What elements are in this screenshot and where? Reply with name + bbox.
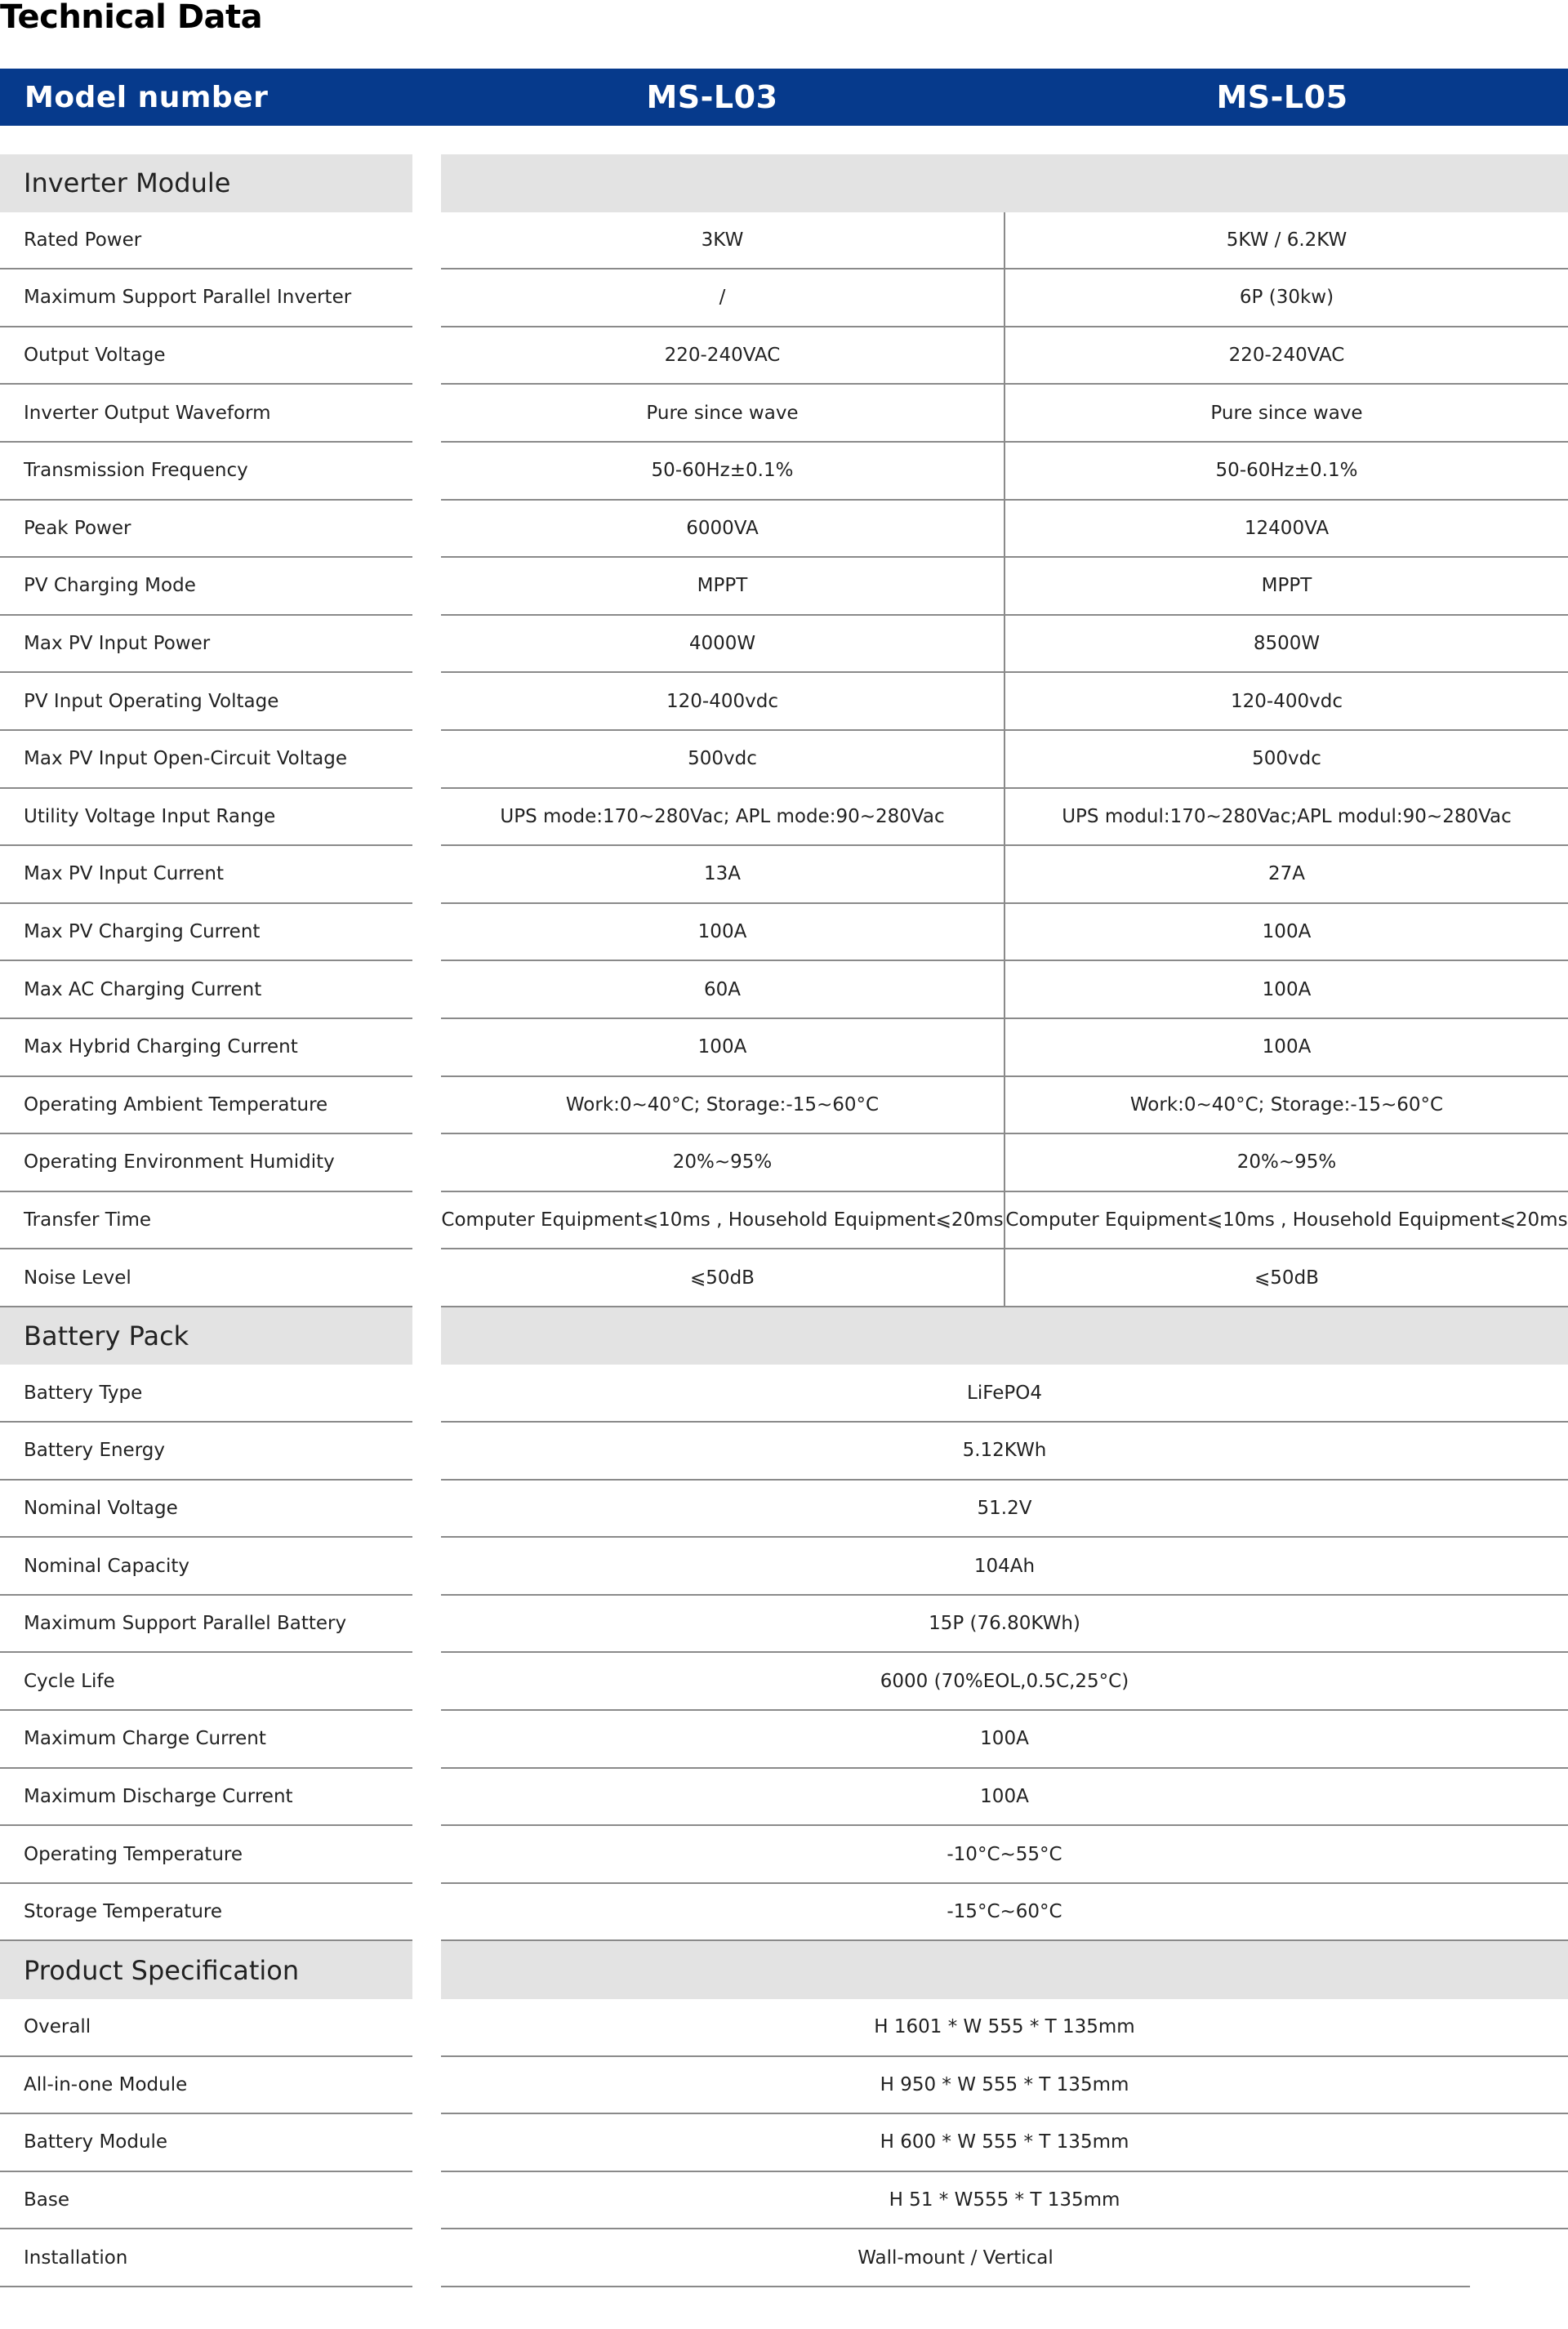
row-value-col-2: Work:0~40°C; Storage:-15~60°C [1129,1093,1444,1116]
row-values [441,616,1568,674]
row-values [441,904,1568,962]
row-label: Max Hybrid Charging Current [0,1019,412,1077]
row-value-col-1: Work:0~40°C; Storage:-15~60°C [441,1077,1005,1133]
row-label: Nominal Voltage [0,1481,412,1539]
table-row [0,501,1568,559]
table-row [0,1999,1568,2057]
table-row [0,904,1568,962]
row-label: Max PV Charging Current [0,904,412,962]
row-value-col-1: 6000VA [441,501,1005,557]
page-title: Technical Data [0,0,263,36]
row-values [441,501,1568,559]
row-values [441,1192,1568,1250]
row-values [441,1999,1568,2057]
row-value-col-1: 120-400vdc [441,673,1005,729]
table-row [0,789,1568,847]
row-value-shared: 15P (76.80KWh) [929,1613,1080,1635]
row-values [441,2057,1568,2115]
table-row [0,731,1568,789]
row-label: Rated Power [0,212,412,270]
table-header [0,69,1568,126]
row-label: Maximum Discharge Current [0,1769,412,1827]
row-values [441,443,1568,501]
row-label: Installation [0,2229,412,2287]
row-value-col-1: MPPT [441,558,1005,614]
row-value-col-1: Pure since wave [441,385,1005,441]
section-title: Product Specification [0,1941,412,1999]
row-value-col-2: 20%~95% [1236,1151,1337,1173]
row-value-col-1: 4000W [441,616,1005,672]
row-value-col-2: 5KW / 6.2KW [1226,229,1348,251]
table-row [0,961,1568,1019]
table-row [0,1481,1568,1539]
row-label: Battery Type [0,1365,412,1423]
row-label: Utility Voltage Input Range [0,789,412,847]
row-label: Inverter Output Waveform [0,385,412,443]
row-value-shared: H 950 * W 555 * T 135mm [880,2073,1129,2095]
row-values [441,1365,1568,1423]
table-row [0,1019,1568,1077]
row-label: Battery Module [0,2114,412,2172]
table-row [0,327,1568,385]
section-title: Battery Pack [0,1307,412,1365]
row-values [441,269,1568,327]
row-value-shared: H 600 * W 555 * T 135mm [880,2131,1129,2153]
row-values [441,1596,1568,1654]
table-row [0,2057,1568,2115]
section-header-band [441,1941,1568,1999]
table-row [0,846,1568,904]
row-value-col-1: 100A [441,904,1005,960]
row-value-col-2: 100A [1262,1036,1312,1058]
table-row [0,212,1568,270]
row-label: Nominal Capacity [0,1538,412,1596]
row-value-col-2: Computer Equipment⩽10ms , Household Equipment⩽20ms [1005,1209,1568,1231]
row-value-col-2: 220-240VAC [1228,345,1345,367]
row-value-col-1: UPS mode:170~280Vac; APL mode:90~280Vac [441,789,1005,845]
table-row [0,558,1568,616]
row-value-col-2: 100A [1262,978,1312,1000]
row-values [441,1134,1568,1192]
row-value-col-2: UPS modul:170~280Vac;APL modul:90~280Vac [1062,805,1512,827]
row-value-col-2: 6P (30kw) [1239,287,1334,309]
row-value-col-2: ⩽50dB [1254,1267,1319,1289]
row-value-shared: 100A [980,1785,1029,1807]
row-value-shared: -10°C~55°C [947,1843,1062,1865]
row-value-col-2: 50-60Hz±0.1% [1215,460,1358,482]
row-label: Base [0,2172,412,2230]
row-value-col-1: 13A [441,846,1005,902]
section-title: Inverter Module [0,154,412,212]
row-value-col-1: 100A [441,1019,1005,1075]
row-value-col-1: 50-60Hz±0.1% [441,443,1005,499]
table-row [0,1769,1568,1827]
row-values [441,1711,1568,1769]
table-row [0,2172,1568,2230]
row-value-col-1: / [441,269,1005,326]
row-values [441,327,1568,385]
row-values [441,1249,1568,1307]
row-values [441,846,1568,904]
row-label: Operating Ambient Temperature [0,1077,412,1135]
row-value-col-2: Pure since wave [1210,402,1363,424]
row-label: Transfer Time [0,1192,412,1250]
row-value-shared: 6000 (70%EOL,0.5C,25°C) [880,1670,1129,1692]
row-value-col-2: 120-400vdc [1231,690,1343,712]
row-value-shared: 5.12KWh [962,1440,1047,1462]
table-row [0,2114,1568,2172]
row-label: Max PV Input Power [0,616,412,674]
row-value-col-1: Computer Equipment⩽10ms , Household Equipment⩽20ms [441,1192,1005,1249]
row-values [441,212,1568,270]
table-row [0,1826,1568,1884]
section-header-band [441,1307,1568,1365]
row-value-col-2: 27A [1267,863,1305,885]
row-label: All-in-one Module [0,2057,412,2115]
row-value-col-2: 100A [1262,921,1312,943]
row-label: Battery Energy [0,1423,412,1481]
row-values [441,2114,1568,2172]
table-row [0,2229,1568,2287]
table-row [0,1653,1568,1711]
row-value-col-1: ⩽50dB [441,1249,1005,1306]
row-values [441,1019,1568,1077]
table-row [0,673,1568,731]
row-label: Operating Temperature [0,1826,412,1884]
row-value-shared: 51.2V [977,1497,1032,1519]
row-value-shared: Wall-mount / Vertical [858,2247,1054,2269]
row-values [441,558,1568,616]
section-header [0,154,1568,212]
row-values [441,1653,1568,1711]
row-value-shared: -15°C~60°C [947,1901,1062,1923]
row-value-col-1: 220-240VAC [441,327,1005,384]
row-value-col-1: 60A [441,961,1005,1018]
row-label: Noise Level [0,1249,412,1307]
row-label: Peak Power [0,501,412,559]
row-label: Max AC Charging Current [0,961,412,1019]
row-label: Maximum Support Parallel Inverter [0,269,412,327]
row-values [441,1481,1568,1539]
table-row [0,1192,1568,1250]
row-value-shared: 100A [980,1728,1029,1750]
row-label: Cycle Life [0,1653,412,1711]
row-values [441,789,1568,847]
row-label: Maximum Support Parallel Battery [0,1596,412,1654]
row-values [441,1884,1568,1942]
row-values [441,1538,1568,1596]
row-value-shared: LiFePO4 [967,1382,1042,1404]
model-column-ms-l05: MS-L05 [1216,79,1348,115]
row-value-col-2: 500vdc [1252,748,1321,770]
model-column-ms-l03: MS-L03 [646,79,778,115]
table-row [0,1884,1568,1942]
table-row [0,1711,1568,1769]
spec-table [0,154,1568,2287]
table-row [0,1596,1568,1654]
row-value-col-1: 500vdc [441,731,1005,787]
row-values [441,1826,1568,1884]
row-values [441,2229,1470,2287]
row-value-col-2: 8500W [1253,633,1321,655]
table-row [0,385,1568,443]
table-row [0,1365,1568,1423]
row-label: PV Charging Mode [0,558,412,616]
row-values [441,2172,1568,2230]
row-label: Max PV Input Current [0,846,412,904]
row-value-col-2: 12400VA [1244,517,1330,539]
table-row [0,1538,1568,1596]
row-value-col-2: MPPT [1261,575,1312,597]
row-value-shared: H 1601 * W 555 * T 135mm [874,2016,1135,2038]
table-row [0,1077,1568,1135]
row-value-shared: 104Ah [973,1555,1036,1577]
row-values [441,385,1568,443]
row-label: Maximum Charge Current [0,1711,412,1769]
table-row [0,1423,1568,1481]
row-values [441,673,1568,731]
table-row [0,1249,1568,1307]
row-label: Overall [0,1999,412,2057]
header-label: Model number [24,80,269,114]
section-header-band [441,154,1568,212]
section-header [0,1941,1568,1999]
table-row [0,443,1568,501]
table-row [0,1134,1568,1192]
row-values [441,731,1568,789]
row-values [441,1077,1568,1135]
row-label: Max PV Input Open-Circuit Voltage [0,731,412,789]
row-label: Transmission Frequency [0,443,412,501]
row-label: Operating Environment Humidity [0,1134,412,1192]
table-row [0,269,1568,327]
row-label: Output Voltage [0,327,412,385]
row-value-col-1: 20%~95% [441,1134,1005,1191]
row-value-col-1: 3KW [441,212,1005,269]
row-values [441,1769,1568,1827]
row-values [441,1423,1568,1481]
section-header [0,1307,1568,1365]
row-label: Storage Temperature [0,1884,412,1942]
row-label: PV Input Operating Voltage [0,673,412,731]
table-row [0,616,1568,674]
row-value-shared: H 51 * W555 * T 135mm [889,2189,1120,2211]
row-values [441,961,1568,1019]
